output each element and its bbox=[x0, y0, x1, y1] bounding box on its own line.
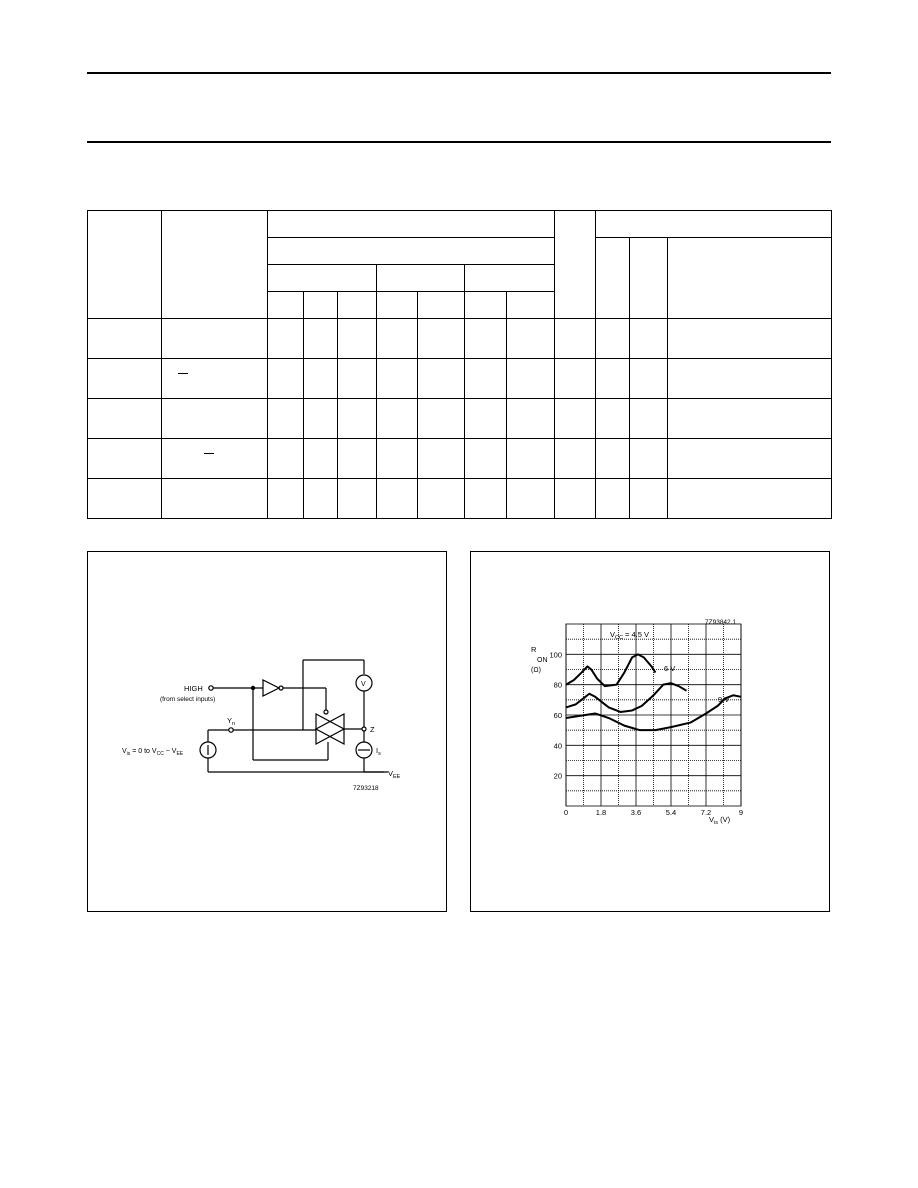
table-row bbox=[88, 319, 832, 359]
table-header-cell bbox=[377, 265, 465, 292]
table-header-cell bbox=[268, 292, 304, 319]
x-tick-label: 5.4 bbox=[665, 808, 677, 817]
y-axis-label-sub: ON bbox=[537, 657, 548, 664]
test-circuit-diagram bbox=[88, 552, 446, 911]
series-line bbox=[566, 654, 655, 686]
table-row bbox=[88, 479, 832, 519]
y-tick-label: 100 bbox=[549, 650, 562, 660]
table-header-cell bbox=[88, 211, 162, 319]
label-vis: $V_{is} = 0$ to $V_{CC} - V_{EE}$ bbox=[122, 748, 184, 757]
y-tick-label: 20 bbox=[553, 771, 562, 781]
chart-code: 7Z93842.1 bbox=[705, 619, 737, 626]
table-header-cell bbox=[630, 238, 668, 319]
table-header-cell bbox=[465, 292, 507, 319]
table-header-cell bbox=[507, 292, 555, 319]
label-from-select: (from select inputs) bbox=[160, 696, 216, 703]
x-tick-label: 3.6 bbox=[630, 808, 642, 817]
label-yn: $Y_n$ bbox=[227, 716, 236, 727]
label-voltmeter: V bbox=[361, 681, 366, 688]
x-tick-label: 9 bbox=[738, 808, 744, 817]
series-line bbox=[566, 683, 687, 712]
x-tick-label: 0 bbox=[563, 808, 569, 817]
y-axis-label: R bbox=[531, 645, 537, 654]
label-z: Z bbox=[370, 725, 375, 734]
y-tick-label: 40 bbox=[553, 741, 562, 751]
ron-chart-figure bbox=[470, 551, 830, 912]
x-axis-label: $V_{is}$ (V) bbox=[709, 815, 731, 826]
x-tick-label: 7.2 bbox=[700, 808, 712, 817]
test-circuit-figure bbox=[87, 551, 447, 912]
curve-label-6v: 6 V bbox=[664, 664, 676, 673]
table-header-cell bbox=[465, 265, 555, 292]
y-tick-label: 60 bbox=[553, 711, 562, 720]
specification-table bbox=[87, 210, 832, 519]
label-is: $I_s$ bbox=[376, 746, 381, 757]
overbar-mark bbox=[204, 453, 214, 454]
table-header-cell bbox=[668, 238, 832, 319]
y-tick-label: 80 bbox=[553, 680, 562, 690]
ron-chart bbox=[471, 552, 829, 911]
table-header-cell bbox=[596, 238, 630, 319]
figure-code: 7Z93218 bbox=[353, 785, 379, 792]
table-row bbox=[88, 399, 832, 439]
table-header-cell bbox=[418, 292, 465, 319]
chart-grid bbox=[566, 624, 741, 806]
table-row bbox=[88, 359, 832, 399]
curve-label-45v: $V_{CC} = 4.5$ V bbox=[610, 630, 650, 641]
table-header-cell bbox=[555, 211, 596, 319]
label-high: HIGH bbox=[184, 684, 203, 693]
x-tick-label: 1.8 bbox=[595, 808, 607, 817]
table-header-cell bbox=[596, 211, 832, 238]
table-header-cell bbox=[338, 292, 377, 319]
header-rule-bottom bbox=[87, 141, 831, 143]
overbar-mark bbox=[178, 373, 188, 374]
table-row bbox=[88, 439, 832, 479]
table-header-cell bbox=[268, 238, 555, 265]
header-rule-top bbox=[87, 72, 831, 74]
label-vee: $V_{EE}$ bbox=[388, 769, 401, 780]
table-header-cell bbox=[162, 211, 268, 319]
table-header-cell bbox=[304, 292, 338, 319]
table-header-cell bbox=[268, 211, 555, 238]
curve-label-9v: 9 V bbox=[718, 695, 730, 704]
y-axis-unit: (Ω) bbox=[531, 667, 541, 674]
table-header-cell bbox=[377, 292, 418, 319]
table-header-cell bbox=[268, 265, 377, 292]
table-header-row bbox=[88, 211, 832, 238]
